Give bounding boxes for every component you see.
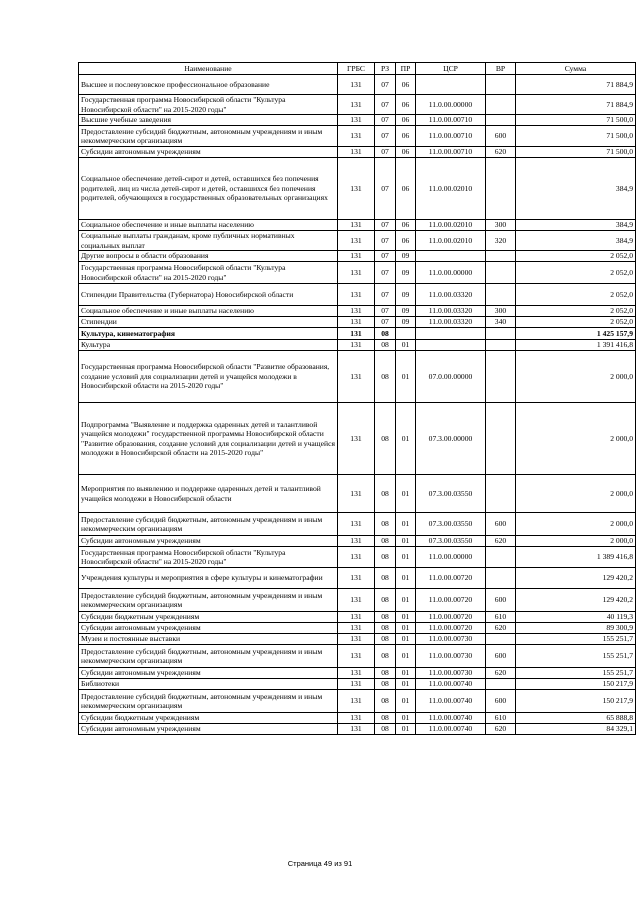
cell-csr: 07.0.00.00000	[416, 351, 486, 403]
cell-rz: 08	[375, 623, 396, 634]
cell-name: Культура, кинематография	[79, 328, 338, 340]
cell-name: Стипендии Правительства (Губернатора) Новосибирской области	[79, 284, 338, 306]
cell-name: Высшие учебные заведения	[79, 115, 338, 126]
cell-pr: 06	[396, 220, 416, 231]
cell-rz: 07	[375, 306, 396, 317]
cell-grbs: 131	[338, 612, 375, 623]
cell-vr	[486, 328, 516, 340]
table-row	[79, 220, 636, 231]
table-row	[79, 115, 636, 126]
cell-name: Субсидии автономным учреждениям	[79, 623, 338, 634]
cell-vr: 620	[486, 536, 516, 547]
cell-pr: 09	[396, 251, 416, 262]
cell-grbs: 131	[338, 231, 375, 251]
cell-pr: 09	[396, 262, 416, 284]
cell-vr	[486, 547, 516, 568]
cell-sum: 129 420,2	[516, 589, 636, 612]
cell-csr: 11.0.00.00710	[416, 147, 486, 158]
cell-grbs: 131	[338, 328, 375, 340]
cell-rz: 07	[375, 251, 396, 262]
cell-rz: 08	[375, 328, 396, 340]
cell-csr: 11.0.00.00730	[416, 668, 486, 679]
cell-pr: 01	[396, 668, 416, 679]
cell-grbs: 131	[338, 475, 375, 513]
cell-rz: 08	[375, 536, 396, 547]
header-name: Наименование	[79, 63, 338, 75]
cell-vr: 620	[486, 147, 516, 158]
cell-grbs: 131	[338, 713, 375, 724]
table-row	[79, 668, 636, 679]
cell-pr: 01	[396, 568, 416, 589]
cell-sum: 71 500,0	[516, 147, 636, 158]
cell-csr: 07.3.00.03550	[416, 536, 486, 547]
cell-csr: 11.0.00.00000	[416, 547, 486, 568]
table-row	[79, 317, 636, 328]
table-row	[79, 147, 636, 158]
table-row	[79, 262, 636, 284]
cell-sum: 71 884,9	[516, 75, 636, 95]
cell-grbs: 131	[338, 536, 375, 547]
table-row	[79, 328, 636, 340]
cell-name: Стипендии	[79, 317, 338, 328]
cell-sum: 2 000,0	[516, 351, 636, 403]
cell-grbs: 131	[338, 115, 375, 126]
cell-sum: 2 000,0	[516, 536, 636, 547]
cell-vr: 340	[486, 317, 516, 328]
cell-grbs: 131	[338, 147, 375, 158]
cell-name: Социальное обеспечение детей-сирот и детей, оставшихся без попечения родителей, лиц из числа детей-сирот и детей, оставшихся без попечения родителей, обучающихся в государственных образовательных организациях	[79, 158, 338, 220]
cell-rz: 07	[375, 262, 396, 284]
cell-rz: 07	[375, 147, 396, 158]
cell-grbs: 131	[338, 645, 375, 668]
cell-sum: 71 500,0	[516, 115, 636, 126]
cell-sum: 40 119,3	[516, 612, 636, 623]
cell-name: Предоставление субсидий бюджетным, автономным учреждениям и иным некоммерческим организациям	[79, 589, 338, 612]
cell-grbs: 131	[338, 589, 375, 612]
cell-csr	[416, 251, 486, 262]
cell-sum: 2 052,0	[516, 317, 636, 328]
cell-pr: 01	[396, 645, 416, 668]
cell-sum: 89 300,9	[516, 623, 636, 634]
table-row	[79, 95, 636, 115]
table-row	[79, 306, 636, 317]
cell-pr	[396, 328, 416, 340]
cell-grbs: 131	[338, 690, 375, 713]
budget-table	[78, 62, 636, 735]
cell-csr: 11.0.00.00730	[416, 645, 486, 668]
cell-rz: 08	[375, 513, 396, 536]
cell-vr	[486, 95, 516, 115]
cell-grbs: 131	[338, 95, 375, 115]
cell-pr: 01	[396, 623, 416, 634]
table-row	[79, 589, 636, 612]
cell-vr	[486, 634, 516, 645]
cell-sum: 2 052,0	[516, 284, 636, 306]
table-row	[79, 547, 636, 568]
cell-vr: 600	[486, 645, 516, 668]
table-body	[79, 75, 636, 735]
cell-sum: 384,9	[516, 158, 636, 220]
header-grbs: ГРБС	[338, 63, 375, 75]
cell-vr: 300	[486, 220, 516, 231]
table-header-row	[79, 63, 636, 75]
cell-pr: 06	[396, 115, 416, 126]
table-row	[79, 513, 636, 536]
table-row	[79, 403, 636, 475]
cell-grbs: 131	[338, 262, 375, 284]
cell-rz: 08	[375, 351, 396, 403]
cell-grbs: 131	[338, 724, 375, 735]
cell-name: Социальное обеспечение и иные выплаты населению	[79, 306, 338, 317]
cell-csr	[416, 75, 486, 95]
cell-csr: 11.0.00.02010	[416, 158, 486, 220]
cell-name: Предоставление субсидий бюджетным, автономным учреждениям и иным некоммерческим организациям	[79, 645, 338, 668]
cell-sum: 71 884,9	[516, 95, 636, 115]
cell-name: Библиотеки	[79, 679, 338, 690]
table-row	[79, 568, 636, 589]
cell-pr: 06	[396, 147, 416, 158]
cell-pr: 01	[396, 724, 416, 735]
cell-rz: 08	[375, 679, 396, 690]
cell-sum: 384,9	[516, 220, 636, 231]
table-row	[79, 690, 636, 713]
cell-vr: 600	[486, 126, 516, 147]
cell-pr: 01	[396, 679, 416, 690]
cell-csr: 11.0.00.00710	[416, 126, 486, 147]
header-csr: ЦСР	[416, 63, 486, 75]
cell-sum: 65 888,8	[516, 713, 636, 724]
cell-name: Государственная программа Новосибирской области "Культура Новосибирской области" на 2015-2020 годы"	[79, 547, 338, 568]
cell-grbs: 131	[338, 623, 375, 634]
cell-sum: 2 000,0	[516, 475, 636, 513]
table-row	[79, 231, 636, 251]
cell-sum: 150 217,9	[516, 690, 636, 713]
cell-name: Высшее и послевузовское профессиональное образование	[79, 75, 338, 95]
cell-grbs: 131	[338, 251, 375, 262]
table-row	[79, 612, 636, 623]
table-row	[79, 475, 636, 513]
cell-csr: 07.3.00.00000	[416, 403, 486, 475]
cell-pr: 01	[396, 475, 416, 513]
cell-pr: 09	[396, 306, 416, 317]
cell-sum: 150 217,9	[516, 679, 636, 690]
cell-rz: 08	[375, 568, 396, 589]
cell-sum: 129 420,2	[516, 568, 636, 589]
cell-vr	[486, 568, 516, 589]
cell-name: Субсидии автономным учреждениям	[79, 147, 338, 158]
cell-sum: 155 251,7	[516, 645, 636, 668]
cell-pr: 01	[396, 536, 416, 547]
cell-csr: 11.0.00.00740	[416, 713, 486, 724]
cell-csr: 11.0.00.03320	[416, 317, 486, 328]
cell-csr	[416, 328, 486, 340]
cell-pr: 06	[396, 75, 416, 95]
cell-pr: 06	[396, 126, 416, 147]
cell-pr: 09	[396, 317, 416, 328]
cell-vr	[486, 340, 516, 351]
cell-sum: 1 389 416,8	[516, 547, 636, 568]
table-row	[79, 75, 636, 95]
cell-name: Субсидии бюджетным учреждениям	[79, 713, 338, 724]
cell-name: Субсидии автономным учреждениям	[79, 724, 338, 735]
cell-name: Государственная программа Новосибирской области "Развитие образования, создание условий для социализации детей и учащейся молодежи в Новосибирской области на 2015-2020 годы"	[79, 351, 338, 403]
cell-grbs: 131	[338, 306, 375, 317]
cell-rz: 08	[375, 713, 396, 724]
cell-csr: 11.0.00.00720	[416, 612, 486, 623]
cell-vr: 620	[486, 623, 516, 634]
cell-name: Субсидии автономным учреждениям	[79, 536, 338, 547]
cell-rz: 08	[375, 612, 396, 623]
cell-csr: 11.0.00.03320	[416, 306, 486, 317]
cell-rz: 08	[375, 547, 396, 568]
cell-grbs: 131	[338, 126, 375, 147]
cell-rz: 07	[375, 95, 396, 115]
cell-csr: 11.0.00.00720	[416, 589, 486, 612]
cell-pr: 01	[396, 589, 416, 612]
cell-name: Мероприятия по выявлению и поддержке одаренных детей и талантливой учащейся молодежи в Новосибирской области	[79, 475, 338, 513]
cell-name: Учреждения культуры и мероприятия в сфере культуры и кинематографии	[79, 568, 338, 589]
table-row	[79, 713, 636, 724]
cell-sum: 2 000,0	[516, 403, 636, 475]
cell-pr: 01	[396, 513, 416, 536]
cell-name: Другие вопросы в области образования	[79, 251, 338, 262]
cell-vr: 620	[486, 668, 516, 679]
cell-vr: 620	[486, 724, 516, 735]
cell-rz: 08	[375, 475, 396, 513]
cell-pr: 01	[396, 612, 416, 623]
table-row	[79, 634, 636, 645]
cell-vr: 300	[486, 306, 516, 317]
cell-grbs: 131	[338, 547, 375, 568]
cell-rz: 07	[375, 317, 396, 328]
cell-vr: 600	[486, 513, 516, 536]
cell-csr: 11.0.00.00000	[416, 262, 486, 284]
cell-grbs: 131	[338, 568, 375, 589]
cell-grbs: 131	[338, 513, 375, 536]
cell-rz: 08	[375, 724, 396, 735]
cell-rz: 08	[375, 634, 396, 645]
cell-sum: 155 251,7	[516, 634, 636, 645]
cell-csr: 11.0.00.00720	[416, 623, 486, 634]
cell-vr	[486, 158, 516, 220]
cell-pr: 01	[396, 547, 416, 568]
cell-pr: 09	[396, 284, 416, 306]
cell-csr: 11.0.00.02010	[416, 220, 486, 231]
cell-csr: 11.0.00.00720	[416, 568, 486, 589]
table-row	[79, 679, 636, 690]
cell-pr: 01	[396, 634, 416, 645]
cell-rz: 07	[375, 158, 396, 220]
cell-rz: 07	[375, 115, 396, 126]
cell-sum: 1 425 157,9	[516, 328, 636, 340]
cell-pr: 01	[396, 713, 416, 724]
cell-name: Предоставление субсидий бюджетным, автономным учреждениям и иным некоммерческим организациям	[79, 513, 338, 536]
cell-vr	[486, 284, 516, 306]
cell-vr: 320	[486, 231, 516, 251]
cell-sum: 2 000,0	[516, 513, 636, 536]
cell-rz: 08	[375, 668, 396, 679]
cell-sum: 2 052,0	[516, 251, 636, 262]
cell-grbs: 131	[338, 158, 375, 220]
cell-name: Социальное обеспечение и иные выплаты населению	[79, 220, 338, 231]
cell-sum: 2 052,0	[516, 306, 636, 317]
cell-pr: 06	[396, 231, 416, 251]
table-row	[79, 251, 636, 262]
cell-pr: 01	[396, 351, 416, 403]
cell-grbs: 131	[338, 317, 375, 328]
cell-vr: 600	[486, 690, 516, 713]
table-row	[79, 536, 636, 547]
cell-csr: 11.0.00.00740	[416, 724, 486, 735]
table-row	[79, 623, 636, 634]
cell-rz: 07	[375, 126, 396, 147]
cell-csr: 11.0.00.00710	[416, 115, 486, 126]
cell-csr	[416, 340, 486, 351]
cell-vr	[486, 115, 516, 126]
cell-name: Подпрограмма "Выявление и поддержка одаренных детей и талантливой учащейся молодежи" государственной программы Новосибирской области "Развитие образования, создание условий для социализации детей и учащейся молодежи в Новосибирской области на 2015-2020 годы"	[79, 403, 338, 475]
cell-grbs: 131	[338, 75, 375, 95]
table-row	[79, 284, 636, 306]
cell-name: Субсидии бюджетным учреждениям	[79, 612, 338, 623]
cell-rz: 07	[375, 284, 396, 306]
cell-csr: 11.0.00.00730	[416, 634, 486, 645]
cell-pr: 01	[396, 403, 416, 475]
cell-csr: 11.0.00.00740	[416, 690, 486, 713]
cell-pr: 01	[396, 340, 416, 351]
cell-name: Субсидии автономным учреждениям	[79, 668, 338, 679]
table-row	[79, 724, 636, 735]
cell-grbs: 131	[338, 340, 375, 351]
cell-name: Музеи и постоянные выставки	[79, 634, 338, 645]
cell-sum: 2 052,0	[516, 262, 636, 284]
cell-csr: 11.0.00.00000	[416, 95, 486, 115]
cell-vr	[486, 251, 516, 262]
cell-vr	[486, 351, 516, 403]
header-sum: Сумма	[516, 63, 636, 75]
table-row	[79, 351, 636, 403]
cell-grbs: 131	[338, 351, 375, 403]
cell-csr: 11.0.00.03320	[416, 284, 486, 306]
cell-csr: 07.3.00.03550	[416, 475, 486, 513]
cell-pr: 01	[396, 690, 416, 713]
cell-rz: 07	[375, 231, 396, 251]
header-pr: ПР	[396, 63, 416, 75]
table-row	[79, 340, 636, 351]
cell-vr	[486, 262, 516, 284]
cell-name: Государственная программа Новосибирской области "Культура Новосибирской области" на 2015-2020 годы"	[79, 262, 338, 284]
page-number: Страница 49 из 91	[287, 859, 353, 868]
cell-sum: 1 391 416,8	[516, 340, 636, 351]
cell-grbs: 131	[338, 668, 375, 679]
cell-rz: 08	[375, 403, 396, 475]
cell-csr: 11.0.00.02010	[416, 231, 486, 251]
cell-sum: 84 329,1	[516, 724, 636, 735]
cell-name: Предоставление субсидий бюджетным, автономным учреждениям и иным некоммерческим организациям	[79, 690, 338, 713]
cell-vr	[486, 475, 516, 513]
cell-vr: 600	[486, 589, 516, 612]
cell-sum: 155 251,7	[516, 668, 636, 679]
cell-grbs: 131	[338, 634, 375, 645]
cell-csr: 11.0.00.00740	[416, 679, 486, 690]
cell-name: Культура	[79, 340, 338, 351]
cell-grbs: 131	[338, 403, 375, 475]
cell-rz: 08	[375, 340, 396, 351]
cell-vr	[486, 75, 516, 95]
cell-grbs: 131	[338, 220, 375, 231]
table-row	[79, 158, 636, 220]
cell-name: Социальные выплаты гражданам, кроме публичных нормативных социальных выплат	[79, 231, 338, 251]
table-row	[79, 126, 636, 147]
cell-rz: 07	[375, 220, 396, 231]
cell-vr	[486, 679, 516, 690]
cell-name: Государственная программа Новосибирской области "Культура Новосибирской области" на 2015-2020 годы"	[79, 95, 338, 115]
header-rz: РЗ	[375, 63, 396, 75]
cell-grbs: 131	[338, 679, 375, 690]
cell-vr: 610	[486, 612, 516, 623]
table-row	[79, 645, 636, 668]
cell-rz: 08	[375, 589, 396, 612]
cell-rz: 07	[375, 75, 396, 95]
cell-vr: 610	[486, 713, 516, 724]
header-vr: ВР	[486, 63, 516, 75]
cell-csr: 07.3.00.03550	[416, 513, 486, 536]
cell-grbs: 131	[338, 284, 375, 306]
cell-sum: 384,9	[516, 231, 636, 251]
cell-rz: 08	[375, 690, 396, 713]
cell-pr: 06	[396, 95, 416, 115]
cell-vr	[486, 403, 516, 475]
cell-rz: 08	[375, 645, 396, 668]
cell-pr: 06	[396, 158, 416, 220]
cell-name: Предоставление субсидий бюджетным, автономным учреждениям и иным некоммерческим организациям	[79, 126, 338, 147]
cell-sum: 71 500,0	[516, 126, 636, 147]
